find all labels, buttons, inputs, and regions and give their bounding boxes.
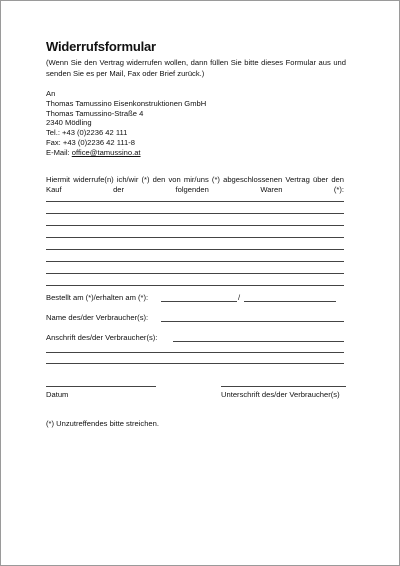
goods-line[interactable] [46, 273, 344, 274]
consumer-address-line[interactable] [46, 352, 344, 353]
form-instructions: (Wenn Sie den Vertrag widerrufen wollen, dann füllen Sie bitte dieses Formular aus und senden Sie es per Mail, Fax oder Brief zurück.) [46, 58, 346, 78]
recipient-email-label: E-Mail: [46, 147, 72, 157]
recipient-email-link[interactable]: office@tamussino.at [71, 147, 141, 157]
goods-line[interactable] [46, 225, 344, 226]
recipient-phone: Tel.: +43 (0)2236 42 111 [46, 128, 128, 138]
recipient-fax: Fax: +43 (0)2236 42 111-8 [46, 137, 136, 147]
signature-label: Unterschrift des/der Verbraucher(s) [221, 390, 340, 399]
recipient-street: Thomas Tamussino-Straße 4 [46, 108, 144, 118]
consumer-name-line[interactable] [161, 321, 344, 322]
received-date-line[interactable] [244, 301, 336, 302]
recipient-address [46, 89, 246, 158]
goods-line[interactable] [46, 261, 344, 262]
goods-line[interactable] [46, 213, 344, 214]
form-title: Widerrufsformular [46, 39, 156, 54]
ordered-received-label: Bestellt am (*)/erhalten am (*): [46, 293, 149, 302]
consumer-address-label: Anschrift des/der Verbraucher(s): [46, 333, 158, 342]
recipient-email-row [46, 148, 246, 158]
consumer-address-line[interactable] [46, 363, 344, 364]
goods-line[interactable] [46, 285, 344, 286]
goods-line[interactable] [46, 201, 344, 202]
goods-line[interactable] [46, 249, 344, 250]
consumer-name-label: Name des/der Verbraucher(s): [46, 313, 149, 322]
date-separator: / [238, 293, 241, 302]
recipient-city: 2340 Mödling [46, 118, 92, 128]
date-label: Datum [46, 390, 69, 399]
ordered-date-line[interactable] [161, 301, 237, 302]
date-line[interactable] [46, 386, 156, 387]
consumer-address-line[interactable] [173, 341, 344, 342]
goods-line[interactable] [46, 237, 344, 238]
signature-line[interactable] [221, 386, 346, 387]
recipient-to-label: An [46, 89, 56, 98]
recipient-company: Thomas Tamussino Eisenkonstruktionen GmbH [46, 98, 207, 108]
footnote: (*) Unzutreffendes bitte streichen. [46, 419, 159, 428]
goods-statement: Hiermit widerrufe(n) ich/wir (*) den von mir/uns (*) abgeschlossenen Vertrag über den Kauf der folgenden Waren (*): [46, 175, 344, 194]
